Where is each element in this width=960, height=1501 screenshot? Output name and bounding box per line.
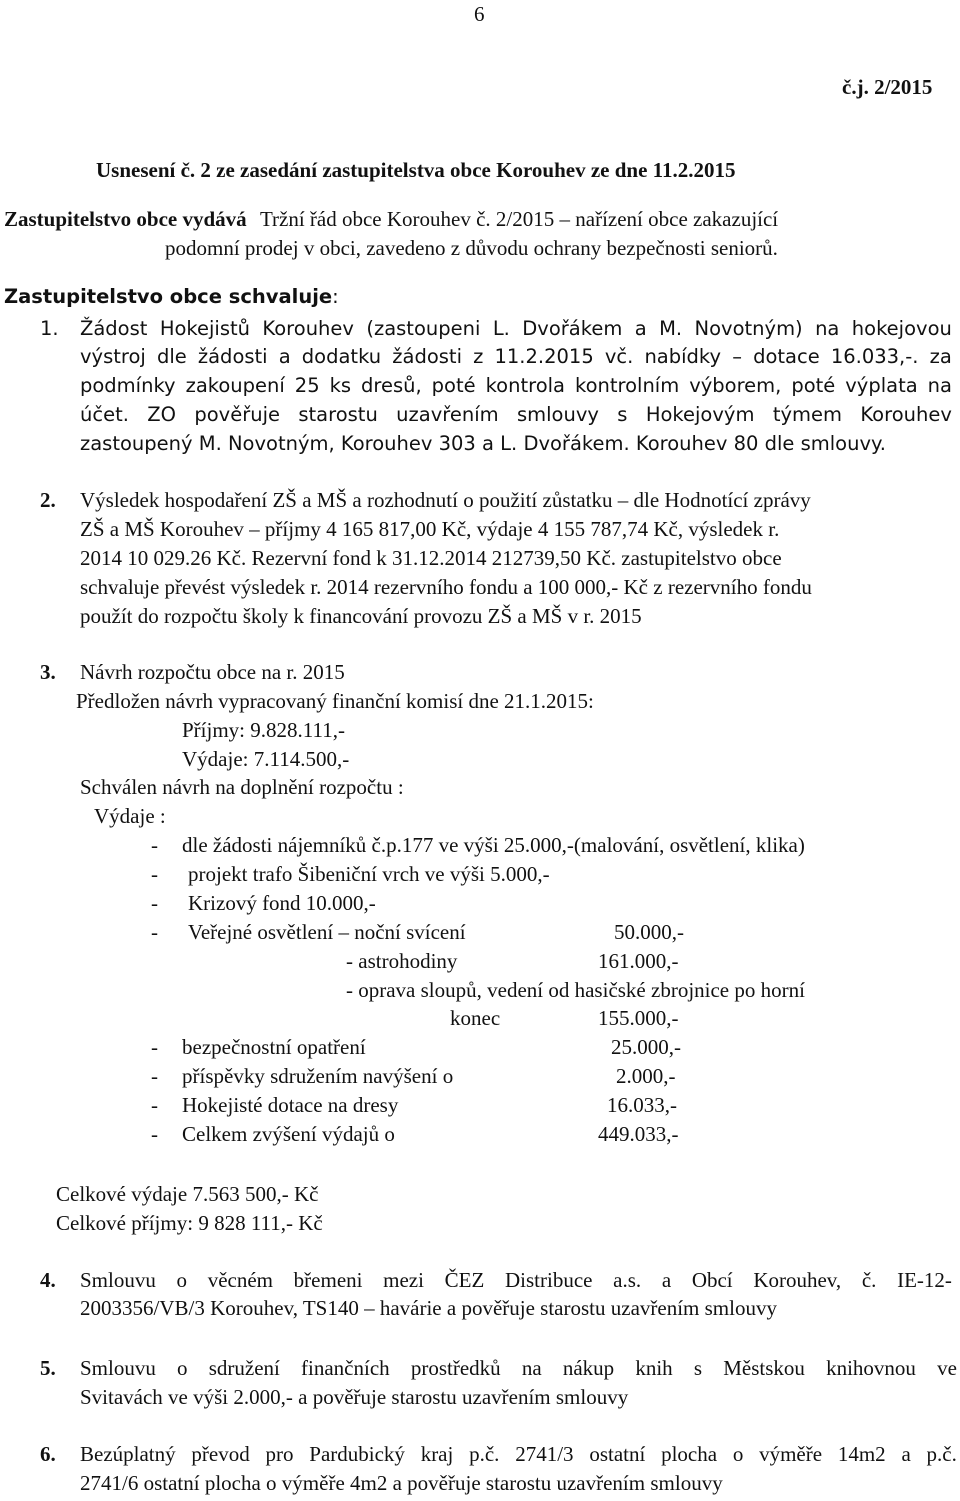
expense-row-amount: 25.000,- bbox=[611, 1035, 681, 1059]
item-1-line-3: podmínky zakoupení 25 ks dresů, poté kontrola kontrolním výborem, poté výplata na bbox=[80, 374, 952, 397]
expense-row-amount: 16.033,- bbox=[607, 1093, 677, 1117]
intro-line-2: podomní prodej v obci, zavedeno z důvodu ochrany bezpečnosti seniorů. bbox=[165, 236, 778, 260]
expense-row-dash: - bbox=[151, 920, 158, 944]
expense-row-dash: - bbox=[151, 833, 158, 857]
expense-row-text: Veřejné osvětlení – noční svícení bbox=[188, 920, 466, 944]
item-1-line-4: účet. ZO pověřuje starostu uzavřením smlouvy s Hokejovým týmem Korouhev bbox=[80, 403, 952, 426]
item-1-number: 1. bbox=[40, 317, 59, 340]
expense-row-dash: - bbox=[151, 1122, 158, 1146]
item-4-line-2: 2003356/VB/3 Korouhev, TS140 – havárie a pověřuje starostu uzavřením smlouvy bbox=[80, 1296, 777, 1320]
intro-text-1: Tržní řád obce Korouhev č. 2/2015 – nařízení obce zakazující bbox=[259, 207, 779, 231]
item-1-line-5: zastoupený M. Novotným, Korouhev 303 a L. Dvořákem. Korouhev 80 dle smlouvy. bbox=[80, 432, 886, 455]
budget-income: Příjmy: 9.828.111,- bbox=[182, 718, 345, 742]
item-5-line-2: Svitavách ve výši 2.000,- a pověřuje starostu uzavřením smlouvy bbox=[80, 1385, 629, 1409]
expense-subrow-text: - oprava sloupů, vedení od hasičské zbrojnice po horní bbox=[346, 978, 805, 1002]
item-2-number: 2. bbox=[40, 488, 56, 512]
intro-line-1 bbox=[4, 209, 778, 230]
item-2-line-4: schvaluje převést výsledek r. 2014 rezervního fondu a 100 000,- Kč z rezervního fondu bbox=[80, 575, 812, 599]
expense-row-amount: 161.000,- bbox=[598, 949, 679, 973]
item-4-line-1: Smlouvu o věcném břemeni mezi ČEZ Distribuce a.s. a Obcí Korouhev, č. IE-12- bbox=[80, 1268, 952, 1292]
intro-bold: Zastupitelstvo obce vydává bbox=[4, 207, 247, 231]
expense-row-dash: - bbox=[151, 891, 158, 915]
expense-row-dash: - bbox=[151, 1035, 158, 1059]
budget-proposal: Předložen návrh vypracovaný finanční komisí dne 21.1.2015: bbox=[76, 689, 594, 713]
item-3-number: 3. bbox=[40, 660, 56, 684]
expense-row-text: Krizový fond 10.000,- bbox=[188, 891, 376, 915]
expense-subrow-text: konec bbox=[450, 1006, 501, 1030]
item-1-line-1: Žádost Hokejistů Korouhev (zastoupeni L. Dvořákem a M. Novotným) na hokejovou bbox=[80, 317, 952, 340]
expense-row-amount: 449.033,- bbox=[598, 1122, 679, 1146]
item-6-line-2: 2741/6 ostatní plocha o výměře 4m2 a pověřuje starostu uzavřením smlouvy bbox=[80, 1471, 723, 1495]
approves-heading bbox=[4, 287, 339, 307]
expense-row-dash: - bbox=[151, 862, 158, 886]
item-5-number: 5. bbox=[40, 1356, 56, 1380]
item-2-line-5: použít do rozpočtu školy k financování provozu ZŠ a MŠ v r. 2015 bbox=[80, 604, 642, 628]
expense-row-text: projekt trafo Šibeniční vrch ve výši 5.000,- bbox=[188, 862, 550, 886]
approves-colon: : bbox=[332, 285, 339, 308]
expense-row-dash: - bbox=[151, 1064, 158, 1088]
page-number: 6 bbox=[474, 2, 485, 26]
expenses-label: Výdaje : bbox=[94, 804, 166, 828]
expense-row-text: dle žádosti nájemníků č.p.177 ve výši 25.000,-(malování, osvětlení, klika) bbox=[182, 833, 805, 857]
document-title: Usnesení č. 2 ze zasedání zastupitelstva obce Korouhev ze dne 11.2.2015 bbox=[96, 158, 736, 182]
expense-row-amount: 50.000,- bbox=[614, 920, 684, 944]
expense-row-text: příspěvky sdružením navýšení o bbox=[182, 1064, 454, 1088]
item-2-line-3: 2014 10 029.26 Kč. Rezervní fond k 31.12.2014 212739,50 Kč. zastupitelstvo obce bbox=[80, 546, 782, 570]
reference-number: č.j. 2/2015 bbox=[842, 75, 933, 99]
expense-row-text: bezpečnostní opatření bbox=[182, 1035, 366, 1059]
item-4-number: 4. bbox=[40, 1268, 56, 1292]
expense-row-text: Celkem zvýšení výdajů o bbox=[182, 1122, 395, 1146]
item-5-line-1: Smlouvu o sdružení finančních prostředků na nákup knih s Městskou knihovnou ve bbox=[80, 1356, 957, 1380]
item-6-number: 6. bbox=[40, 1442, 56, 1466]
total-income: Celkové příjmy: 9 828 111,- Kč bbox=[56, 1211, 323, 1235]
expense-row-amount: 155.000,- bbox=[598, 1006, 679, 1030]
expense-subrow-text: - astrohodiny bbox=[346, 949, 458, 973]
budget-approved: Schválen návrh na doplnění rozpočtu : bbox=[80, 775, 404, 799]
total-expense: Celkové výdaje 7.563 500,- Kč bbox=[56, 1182, 319, 1206]
item-2-line-1: Výsledek hospodaření ZŠ a MŠ a rozhodnutí o použití zůstatku – dle Hodnotící zprávy bbox=[80, 488, 811, 512]
item-6-line-1: Bezúplatný převod pro Pardubický kraj p.č. 2741/3 ostatní plocha o výměře 14m2 a p.č. bbox=[80, 1442, 957, 1466]
item-1-line-2: výstroj dle žádosti a dodatku žádosti z 11.2.2015 vč. nabídky – dotace 16.033,-. za bbox=[80, 345, 952, 368]
approves-heading-text: Zastupitelstvo obce schvaluje bbox=[4, 285, 333, 308]
expense-row-amount: 2.000,- bbox=[616, 1064, 676, 1088]
expense-row-dash: - bbox=[151, 1093, 158, 1117]
item-3-heading: Návrh rozpočtu obce na r. 2015 bbox=[80, 660, 345, 684]
expense-row-text: Hokejisté dotace na dresy bbox=[182, 1093, 399, 1117]
budget-expense: Výdaje: 7.114.500,- bbox=[182, 747, 350, 771]
item-2-line-2: ZŠ a MŠ Korouhev – příjmy 4 165 817,00 Kč, výdaje 4 155 787,74 Kč, výsledek r. bbox=[80, 517, 780, 541]
